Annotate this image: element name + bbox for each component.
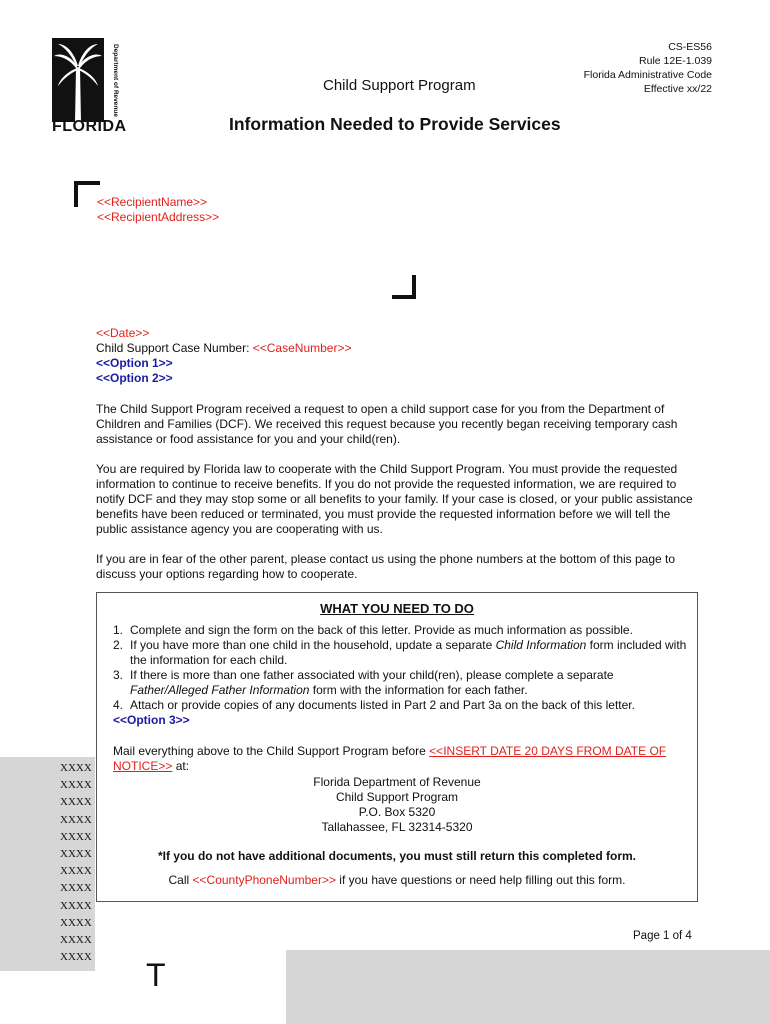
form-number: CS-ES56 — [668, 41, 712, 53]
call-text-a: Call — [168, 873, 193, 887]
steps-list — [113, 623, 693, 728]
step-3-text-b: form with the information for each father. — [309, 683, 528, 697]
recipient-name: <<RecipientName>> — [97, 195, 208, 209]
call-line — [97, 873, 697, 887]
step-2-text-b: form included with the information for each child. — [130, 638, 687, 667]
recipient-address: <<RecipientAddress>> — [97, 210, 220, 224]
xxxx-mark: XXXX — [60, 813, 92, 826]
step-3-form-name: Father/Alleged Father Information — [130, 683, 310, 697]
program-name: Child Support Program — [323, 77, 476, 94]
xxxx-mark: XXXX — [60, 934, 92, 947]
mail-deadline: <<INSERT DATE 20 DAYS FROM DATE OF NOTICE>> — [113, 744, 667, 773]
address-line-2: Child Support Program — [335, 790, 459, 804]
county-phone: <<CountyPhoneNumber>> — [192, 873, 336, 887]
xxxx-mark: XXXX — [60, 779, 92, 792]
step-1: 1. Complete and sign the form on the back of this letter. Provide as much information as possible. — [113, 623, 633, 637]
xxxx-marks — [60, 760, 94, 966]
page-number: Page 1 of 4 — [633, 930, 692, 942]
step-3-text-a: If there is more than one father associated with your child(ren), please complete a separate — [130, 668, 614, 682]
option-3: <<Option 3>> — [113, 713, 190, 727]
step-2-text-a: If you have more than one child in the household, update a separate — [130, 638, 496, 652]
mail-text-b: at: — [172, 759, 190, 773]
case-number-value: <<CaseNumber>> — [252, 341, 352, 355]
xxxx-mark: XXXX — [60, 882, 92, 895]
case-number-line — [96, 341, 351, 356]
mail-instructions — [113, 744, 693, 774]
call-text-b: if you have questions or need help filling out this form. — [335, 873, 626, 887]
option-2: <<Option 2>> — [96, 371, 173, 385]
xxxx-mark: XXXX — [60, 830, 92, 843]
mailing-address — [97, 775, 697, 835]
bottom-gray-panel — [286, 950, 770, 1024]
step-4-text: Attach or provide copies of any documents listed in Part 2 and Part 3a on the back of this letter. — [130, 698, 635, 712]
step-3: 3. If there is more than one father associated with your child(ren), please complete a separate Father/Alleged Father Information form with the information for each father. — [113, 668, 614, 697]
xxxx-mark: XXXX — [60, 796, 92, 809]
letter-meta — [96, 326, 351, 386]
step-2-form-name: Child Information — [495, 638, 587, 652]
step-4: 4. Attach or provide copies of any documents listed in Part 2 and Part 3a on the back of this letter. — [113, 698, 635, 712]
step-2: 2. If you have more than one child in the household, update a separate Child Information form included with the information for each child. — [113, 638, 687, 667]
logo-side-text: Department of Revenue — [112, 44, 119, 117]
what-you-need-box — [96, 592, 698, 902]
box-title: WHAT YOU NEED TO DO — [320, 601, 474, 616]
page-title: Information Needed to Provide Services — [229, 114, 561, 134]
xxxx-mark: XXXX — [60, 916, 92, 929]
form-id-block — [584, 40, 712, 96]
letter-date: <<Date>> — [96, 326, 150, 340]
xxxx-mark: XXXX — [60, 951, 92, 964]
address-line-4: Tallahassee, FL 32314-5320 — [321, 820, 473, 834]
xxxx-mark: XXXX — [60, 865, 92, 878]
case-number-label: Child Support Case Number: — [96, 341, 253, 355]
xxxx-mark: XXXX — [60, 899, 92, 912]
address-line-3: P.O. Box 5320 — [358, 805, 436, 819]
paragraph-fear: If you are in fear of the other parent, please contact us using the phone numbers at the bottom of this page to discuss your options regarding how to cooperate. — [96, 552, 676, 581]
logo-word: FLORIDA — [52, 118, 127, 135]
form-effective: Effective xx/22 — [643, 83, 712, 95]
form-code: Florida Administrative Code — [583, 69, 712, 81]
mail-text-a: Mail everything above to the Child Support Program before — [113, 744, 430, 758]
xxxx-mark: XXXX — [60, 762, 92, 774]
paragraph-request: The Child Support Program received a request to open a child support case for you from the Department of Children and Families (DCF). We received this request because you recently began receiving temporary cash assistance or food assistance for you and your child(ren). — [96, 402, 678, 446]
address-window-corner-bottom-right — [392, 275, 416, 299]
option-1: <<Option 1>> — [96, 356, 173, 370]
return-note: *If you do not have additional documents, you must still return this completed form. — [157, 849, 637, 863]
form-rule: Rule 12E-1.039 — [639, 55, 712, 67]
fold-mark: T — [146, 957, 166, 993]
step-1-text: Complete and sign the form on the back of this letter. Provide as much information as possible. — [130, 623, 633, 637]
address-line-1: Florida Department of Revenue — [313, 775, 481, 789]
paragraph-cooperate: You are required by Florida law to cooperate with the Child Support Program. You must provide the requested information to continue to receive benefits. If you do not provide the requested information, we are required to notify DCF and they may stop some or all benefits to your family. If your case is closed, or your public assistance benefits have been reduced or terminated, you must provide the requested information before we will tell the public assistance agency you are cooperating with us. — [96, 462, 693, 536]
recipient-block — [97, 195, 219, 225]
xxxx-mark: XXXX — [60, 848, 92, 861]
